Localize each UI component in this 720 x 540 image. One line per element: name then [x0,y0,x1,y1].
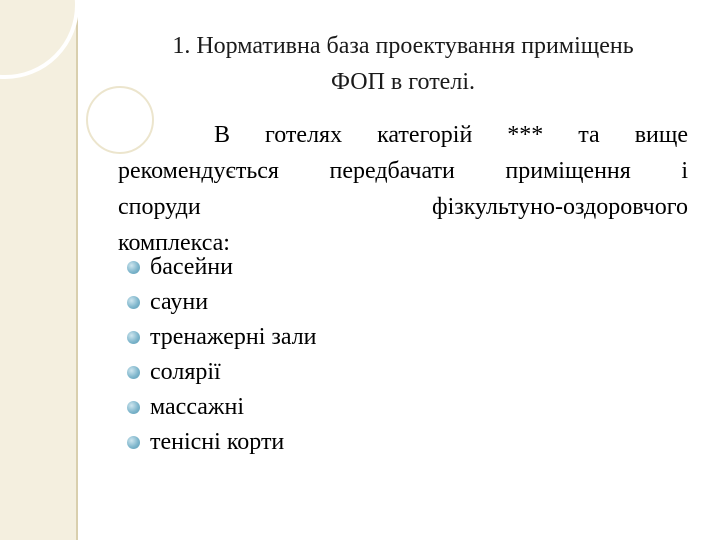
bullet-text: басейни [150,254,233,280]
bullet-text: солярії [150,359,221,385]
bullet-item-solariums [118,355,317,390]
bullet-item-tennis-courts [118,425,317,460]
bullet-item-pools [118,250,317,285]
bullet-dot-icon [127,261,140,274]
bullet-text: тенісні корти [150,429,285,455]
slide-title [118,28,688,100]
intro-paragraph [118,117,688,261]
paragraph-line-2: рекомендується передбачати приміщення і [118,158,688,184]
paragraph-line-1: В готелях категорій *** та вище [214,122,688,148]
bullet-dot-icon [127,401,140,414]
paragraph-line-3: споруди фізкультуно-оздоровчого [118,194,688,220]
bullet-dot-icon [127,366,140,379]
facilities-bullet-list [118,250,317,460]
bullet-text: сауни [150,289,209,315]
bullet-dot-icon [127,331,140,344]
bullet-item-massage-rooms [118,390,317,425]
bullet-text: массажні [150,394,245,420]
bullet-item-gyms [118,320,317,355]
bullet-dot-icon [127,296,140,309]
bullet-item-saunas [118,285,317,320]
bullet-dot-icon [127,436,140,449]
large-ring [0,0,77,77]
bullet-text: тренажерні зали [150,324,317,350]
title-line-1: 1. Нормативна база проектування приміщень [172,33,634,59]
paragraph-line-4: комплекса: [118,230,230,256]
title-line-2: ФОП в готелі. [331,69,475,95]
